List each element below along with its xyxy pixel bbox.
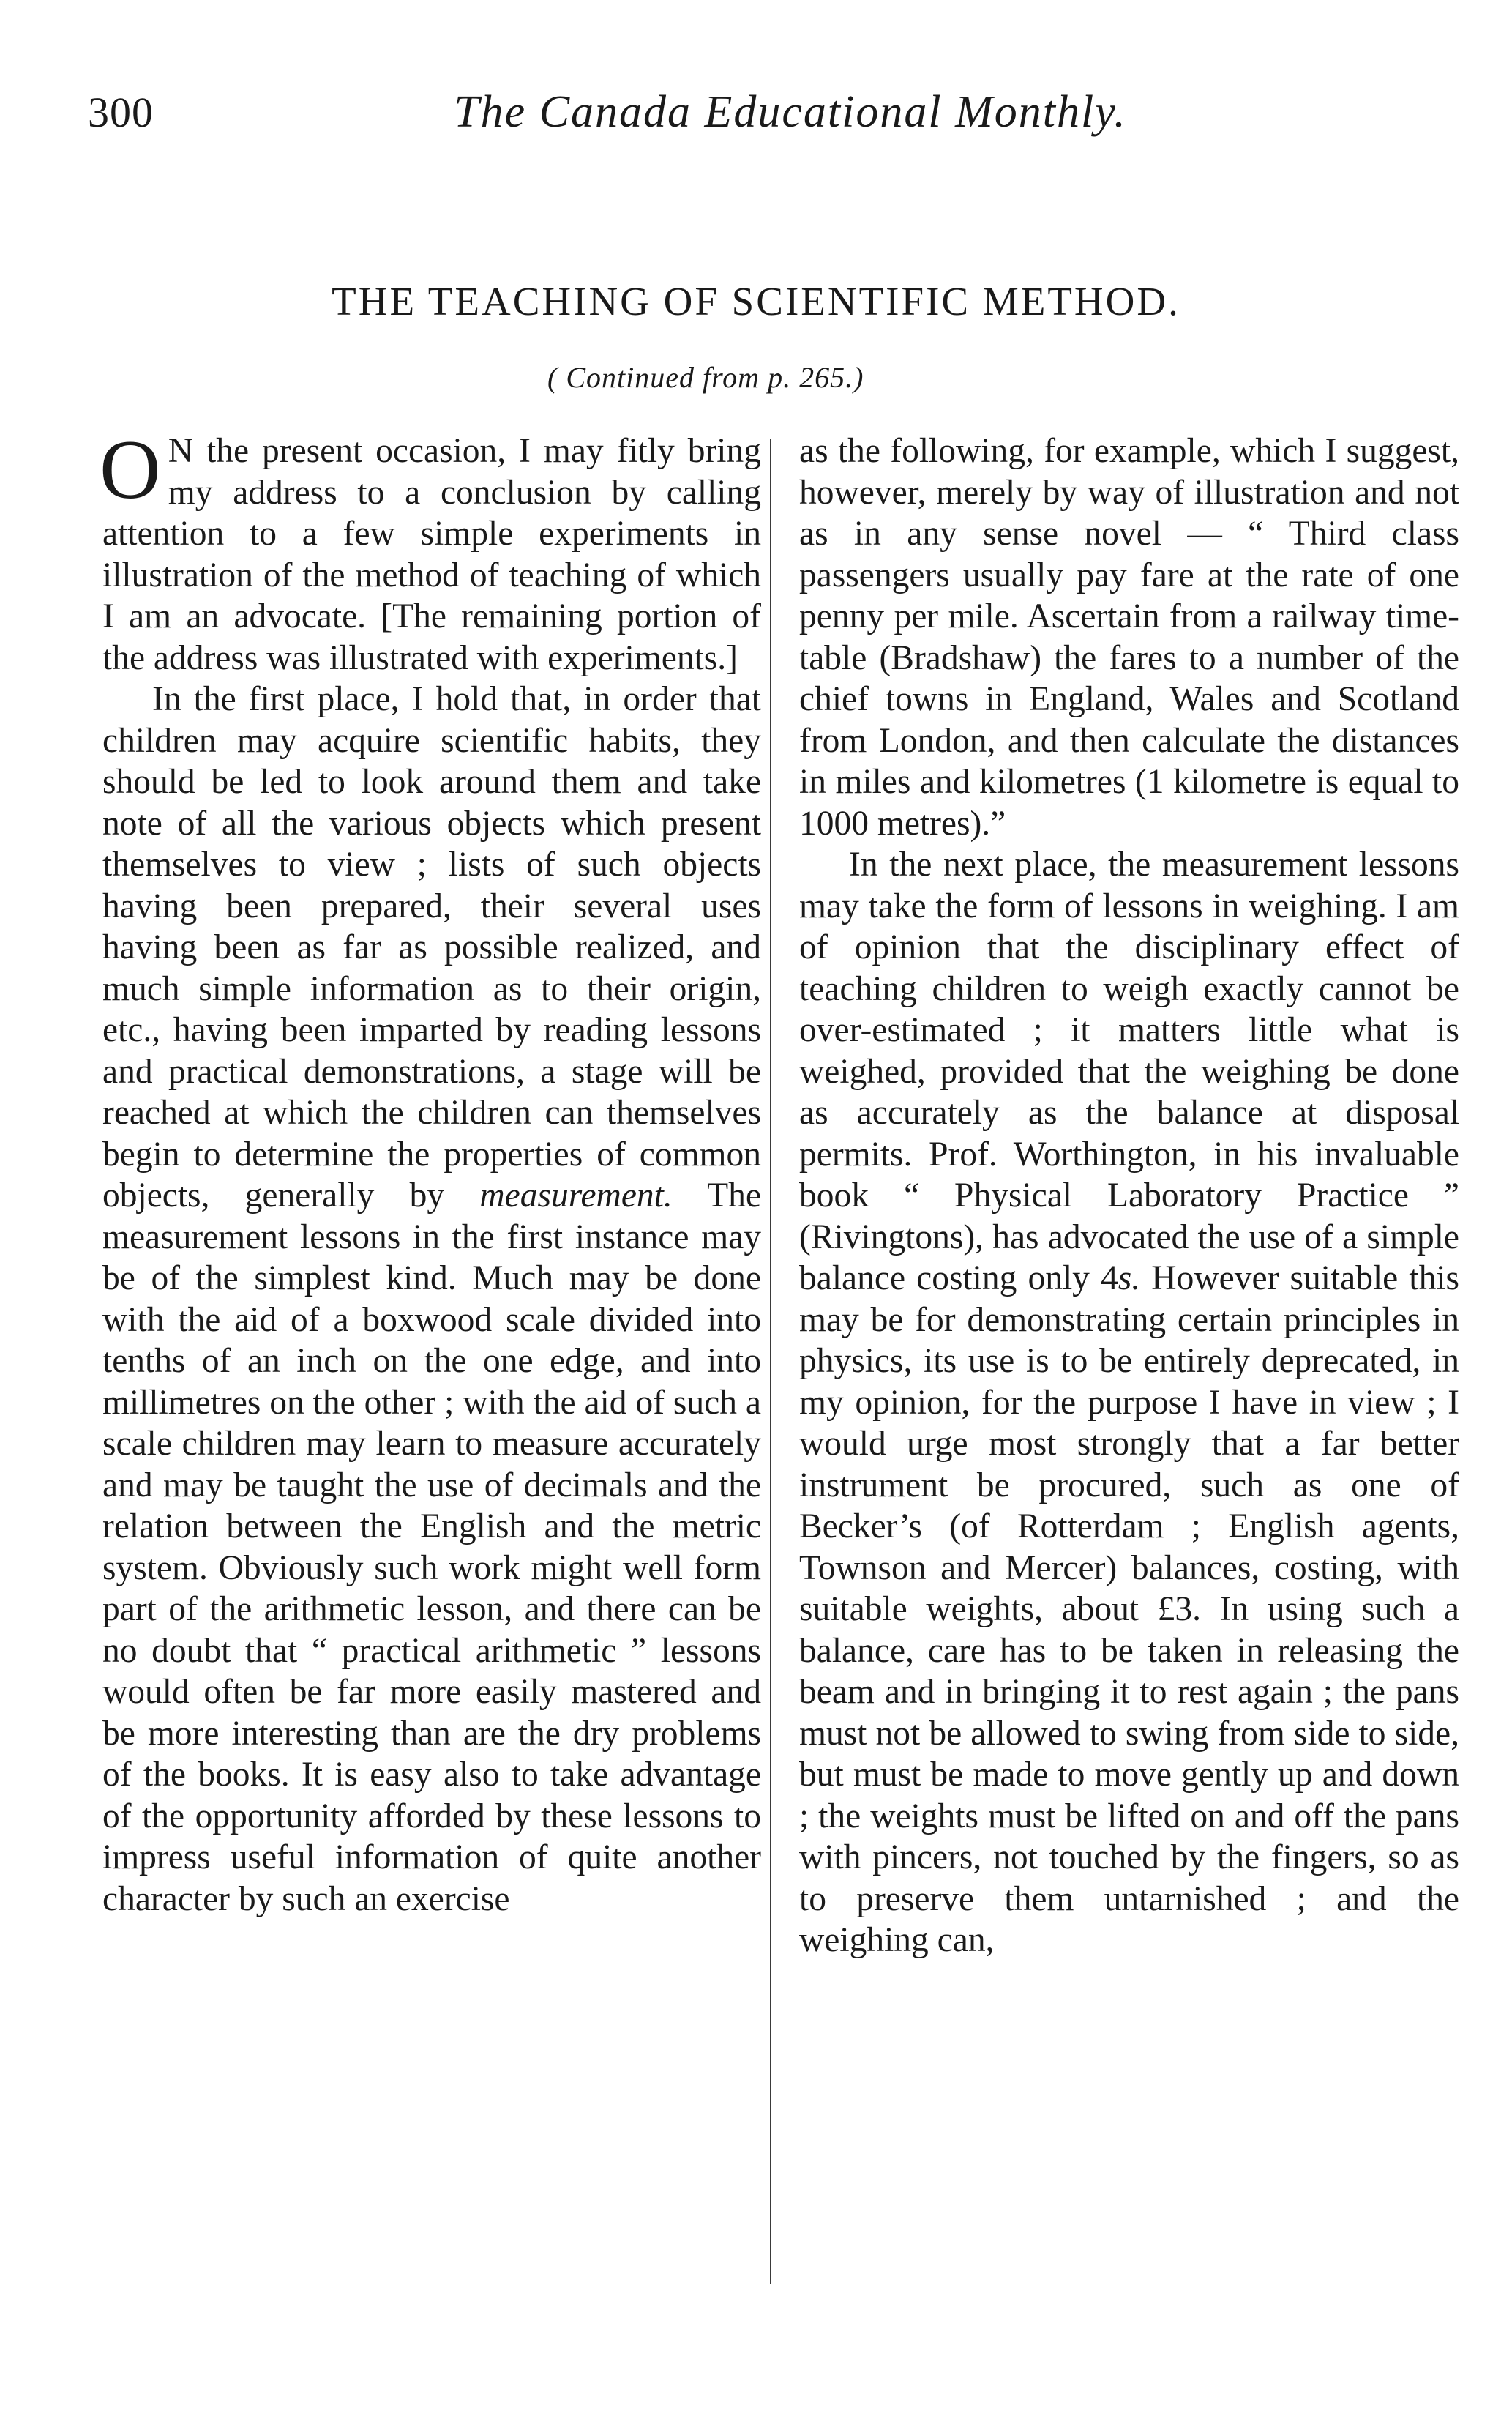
article-title: THE TEACHING OF SCIENTIFIC METHOD. bbox=[332, 279, 1180, 324]
paragraph-2-text-before: In the first place, I hold that, in order that children may acquire scientific habits, they should be led to look around them and take note of all the various objects which present themselves to view ; lists of such objects having been prepared, their several uses having been as far as possible realized, and much simple information as to their origin, etc., having been imparted by reading lessons and practical demonstrations, a stage will be reached at which the children can themselves begin to determine the properties of common objects, generally by bbox=[102, 680, 761, 1215]
running-title: The Canada Educational Monthly. bbox=[454, 87, 1127, 137]
continued-note: ( Continued from p. 265.) bbox=[547, 361, 864, 394]
paragraph-3 bbox=[799, 430, 1459, 844]
paragraph-4-emphasis: s. bbox=[1118, 1259, 1141, 1297]
paragraph-2-text-after: The measurement lessons in the first instance may be of the simplest kind. Much may be done with the aid of a boxwood scale divided into tenths of an inch on the one edge, and into millimetres on the other ; with the aid of such a scale children may learn to measure accurately and may be taught the use of decimals and the relation between the English and the metric system. Obviously such work might well form part of the arithmetic lesson, and there can be no doubt that “ practical arithmetic ” lessons would often be far more easily mastered and be more interesting than are the dry problems of the books. It is easy also to take advantage of the opportunity afforded by these lessons to impress useful information of quite another character by such an exercise bbox=[102, 1176, 761, 1918]
page-number: 300 bbox=[88, 89, 154, 136]
paragraph-2-emphasis: measurement. bbox=[479, 1176, 673, 1215]
paragraph-4-text-before: In the next place, the measurement lessons may take the form of lessons in weighing. I am of opinion that the disciplinary effect of teaching children to weigh exactly cannot be over-estimated ; it matters little what is weighed, provided that the weighing be done as accurately as the balance at disposal permits. Prof. Worthington, in his invaluable book “ Physical Laboratory Practice ” (Rivingtons), has advocated the use of a simple balance costing only 4 bbox=[799, 846, 1459, 1297]
paragraph-1 bbox=[100, 423, 761, 679]
drop-cap: O bbox=[100, 423, 161, 517]
paragraph-3-text: as the following, for example, which I suggest, however, merely by way of illustration and not as in any sense novel — “ Third class passengers usually pay fare at the rate of one penny per mile. Ascertain from a railway time-table (Bradshaw) the fares to a number of the chief towns in England, Wales and Scotland from London, and then calculate the distances in miles and kilometres (1 kilometre is equal to 1000 metres).” bbox=[799, 432, 1459, 843]
paragraph-1-text: N the present occasion, I may fitly bring my address to a conclusion by calling attention to a few simple experiments in illustration of the method of teaching of which I am an advocate. [The remaining portion of the address was illustrated with experiments.] bbox=[102, 432, 761, 677]
paragraph-4 bbox=[799, 844, 1459, 1961]
right-column bbox=[799, 430, 1459, 1961]
left-column bbox=[100, 423, 761, 1920]
paragraph-4-text-after: However suitable this may be for demonstrating certain principles in physics, its use is to be entirely deprecated, in my opinion, for the purpose I have in view ; I would urge most strongly that a far better instrument be procured, such as one of Becker’s (of Rotterdam ; English agents, Townson and Mercer) balances, costing, with suitable weights, about £3. In using such a balance, care has to be taken in releasing the beam and in bringing it to rest again ; the pans must not be allowed to swing from side to side, but must be made to move gently up and down ; the weights must be lifted on and off the pans with pincers, not touched by the fingers, so as to preserve them untarnished ; and the weighing can, bbox=[799, 1259, 1459, 1959]
column-divider bbox=[770, 439, 771, 2284]
paragraph-2 bbox=[102, 679, 761, 1920]
